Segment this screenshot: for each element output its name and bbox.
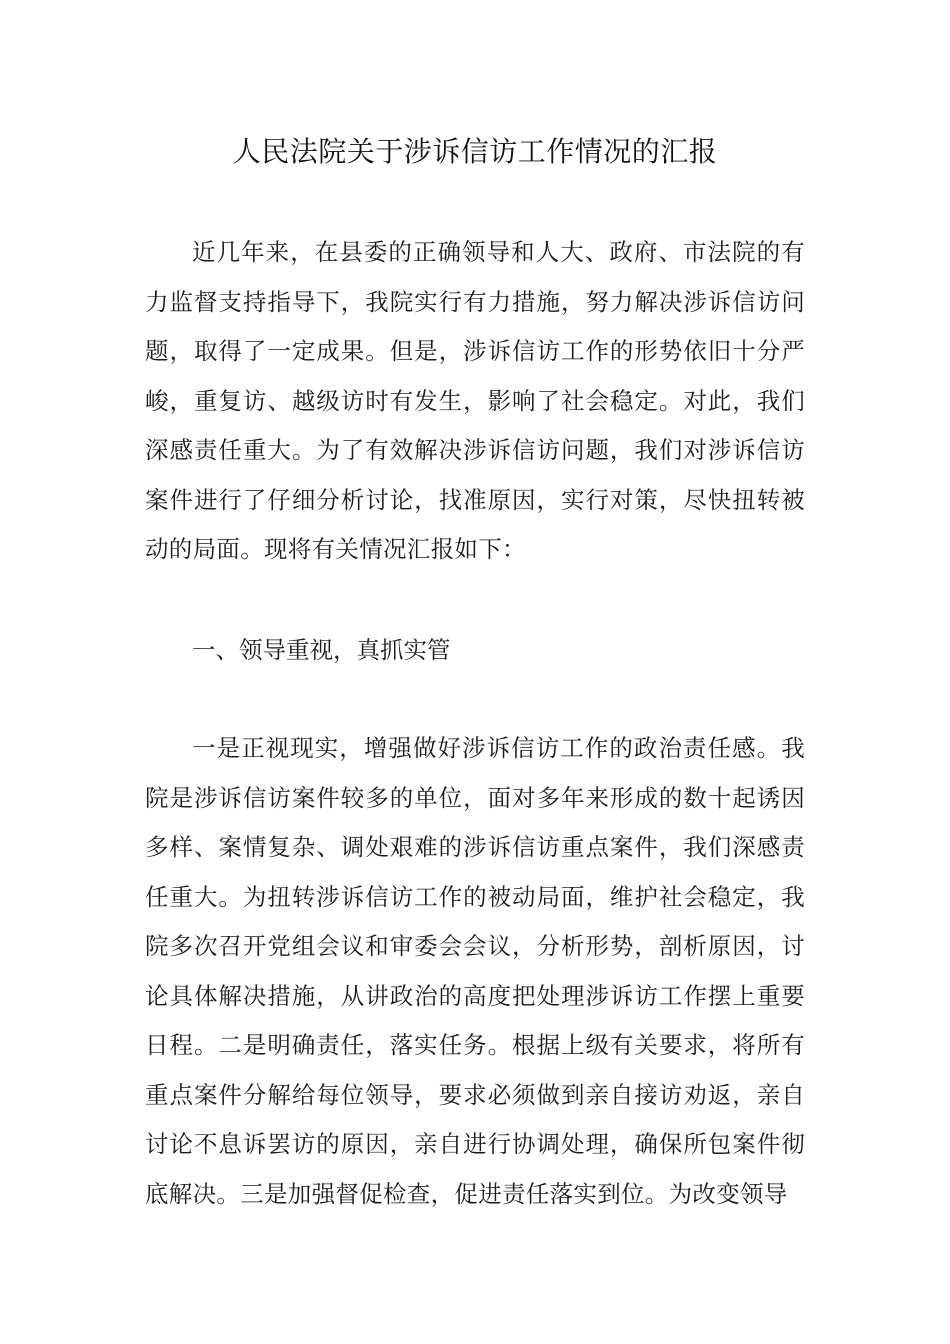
section-paragraph: 一是正视现实，增强做好涉诉信访工作的政治责任感。我院是涉诉信访案件较多的单位，面对多年来形成的数十起诱因多样、案情复杂、调处艰难的涉诉信访重点案件，我们深感责任重大。为扭转涉诉信访工作的被动局面，维护社会稳定，我院多次召开党组会议和审委会会议，分析形势，剖析原因，讨论具体解决措施，从讲政治的高度把处理涉诉访工作摆上重要日程。二是明确责任，落实任务。根据上级有关要求，将所有重点案件分解给每位领导，要求必须做到亲自接访劝返，亲自讨论不息诉罢访的原因，亲自进行协调处理，确保所包案件彻底解决。三是加强督促检查，促进责任落实到位。为改变领导 <box>145 734 805 1208</box>
document-title: 人民法院关于涉诉信访工作情况的汇报 <box>232 135 718 168</box>
intro-paragraph: 近几年来，在县委的正确领导和人大、政府、市法院的有力监督支持指导下，我院实行有力措施，努力解决涉诉信访问题，取得了一定成果。但是，涉诉信访工作的形势依旧十分严峻，重复访、越级访时有发生，影响了社会稳定。对此，我们深感责任重大。为了有效解决涉诉信访问题，我们对涉诉信访案件进行了仔细分析讨论，找准原因，实行对策，尽快扭转被动的局面。现将有关情况汇报如下： <box>145 238 805 563</box>
section-heading: 一、领导重视，真抓实管 <box>192 636 451 664</box>
